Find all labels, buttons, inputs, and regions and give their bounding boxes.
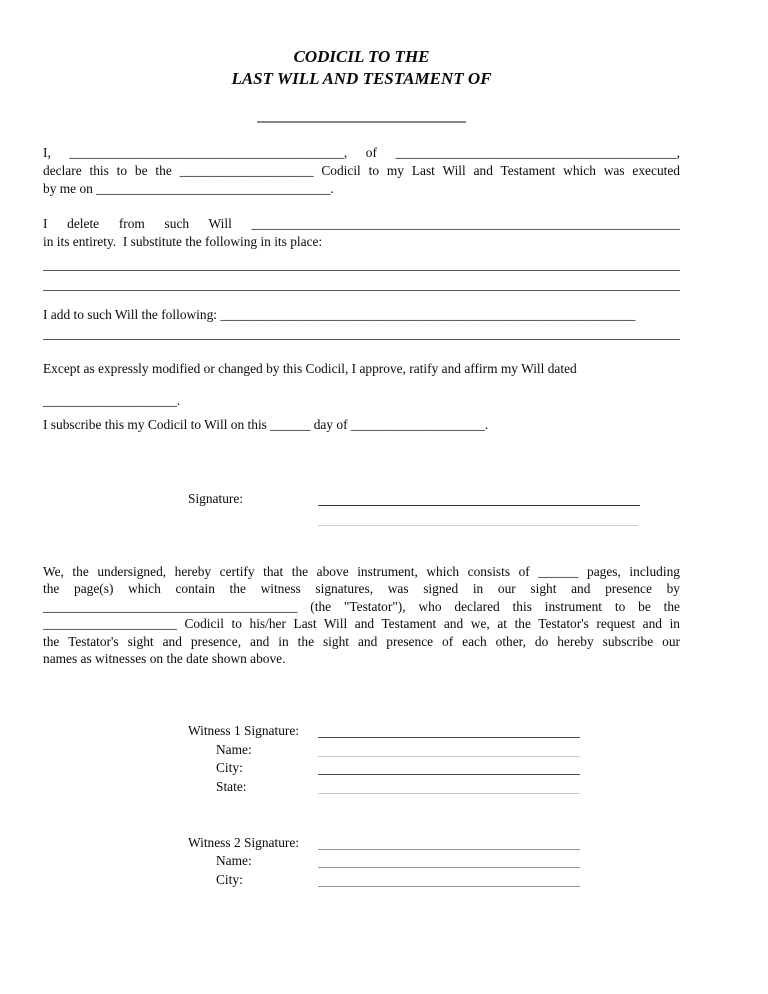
testator-signature-line-2[interactable]	[318, 511, 638, 526]
witness-2-city-line[interactable]	[318, 872, 580, 887]
witness-2-name-label: Name:	[216, 853, 252, 869]
testator-name-blank-line[interactable]	[257, 121, 466, 123]
add-blank-line[interactable]	[43, 339, 680, 340]
witness-1-name-label: Name:	[216, 741, 252, 757]
witness-2-name-line[interactable]	[318, 853, 580, 868]
intro-line-1: I, _________________________________________, of __________________________________________,	[43, 145, 680, 160]
witness-2-city-label: City:	[216, 871, 243, 887]
document-title-line-1: CODICIL TO THE	[293, 47, 430, 66]
witness-1-signature-line[interactable]	[318, 723, 580, 738]
testator-signature-line-1[interactable]	[318, 491, 640, 506]
witness-2-name-row	[188, 853, 680, 868]
signature-label: Signature:	[188, 490, 244, 506]
document-content	[43, 46, 680, 887]
ratify-clause-paragraph	[43, 360, 680, 410]
certification-line-5: the Testator's sight and presence, and in the sight and presence of each other, do hereby subscribe our	[43, 633, 680, 649]
intro-line-3: by me on ___________________________________.	[43, 181, 334, 196]
witness-1-signature-row	[188, 723, 680, 738]
signature-row-2	[188, 511, 680, 526]
certification-line-3: ______________________________________ (the "Testator"), who declared this instrument to be the	[43, 598, 680, 614]
subscribe-clause-paragraph	[43, 416, 680, 434]
signature-row	[188, 491, 680, 506]
add-clause-line: I add to such Will the following: ______________________________________________________________	[43, 306, 636, 322]
certification-line-1: We, the undersigned, hereby certify that the above instrument, which consists of ______ pages, including	[43, 563, 680, 579]
witness-2-signature-row	[188, 835, 680, 850]
substitute-blank-line-2[interactable]	[43, 290, 680, 291]
witness-1-state-label: State:	[216, 778, 247, 794]
add-clause-paragraph	[43, 306, 680, 324]
witness-certification-paragraph	[43, 563, 680, 669]
witness-1-name-row	[188, 742, 680, 757]
substitute-blank-line-1[interactable]	[43, 270, 680, 271]
delete-clause-line-2: in its entirety. I substitute the following in its place:	[43, 234, 323, 249]
witness-1-city-line[interactable]	[318, 760, 580, 775]
witness-1-name-line[interactable]	[318, 742, 580, 757]
intro-paragraph	[43, 144, 680, 198]
ratify-date-blank: ____________________.	[43, 392, 181, 408]
witness-1-city-label: City:	[216, 760, 243, 776]
witness-2-signature-label: Witness 2 Signature:	[188, 834, 300, 850]
document-title-line-2: LAST WILL AND TESTAMENT OF	[231, 69, 492, 88]
document-title	[43, 46, 680, 90]
delete-clause-paragraph	[43, 215, 680, 251]
witness-2-block	[43, 835, 680, 887]
witness-1-block	[43, 723, 680, 794]
delete-clause-line-1: I delete from such Will ________________________________________________________________	[43, 216, 680, 231]
certification-line-2: the page(s) which contain the witness signatures, was signed in our sight and presence by	[43, 581, 680, 597]
signature-label-spacer	[188, 511, 318, 526]
certification-line-6: names as witnesses on the date shown above.	[43, 651, 286, 667]
witness-2-signature-line[interactable]	[318, 835, 580, 850]
ratify-clause-line-1: Except as expressly modified or changed by this Codicil, I approve, ratify and affirm my Will dated	[43, 360, 577, 376]
witness-1-state-line[interactable]	[318, 779, 580, 794]
certification-line-4: ____________________ Codicil to his/her Last Will and Testament and we, at the Testator's request and in	[43, 616, 680, 632]
witness-1-state-row	[188, 779, 680, 794]
witness-2-city-row	[188, 872, 680, 887]
testator-signature-block	[43, 491, 680, 526]
intro-line-2: declare this to be the ____________________ Codicil to my Last Will and Testament which was executed	[43, 163, 680, 178]
witness-1-signature-label: Witness 1 Signature:	[188, 723, 300, 739]
subscribe-clause-line: I subscribe this my Codicil to Will on this ______ day of ____________________.	[43, 416, 489, 432]
witness-1-city-row	[188, 760, 680, 775]
